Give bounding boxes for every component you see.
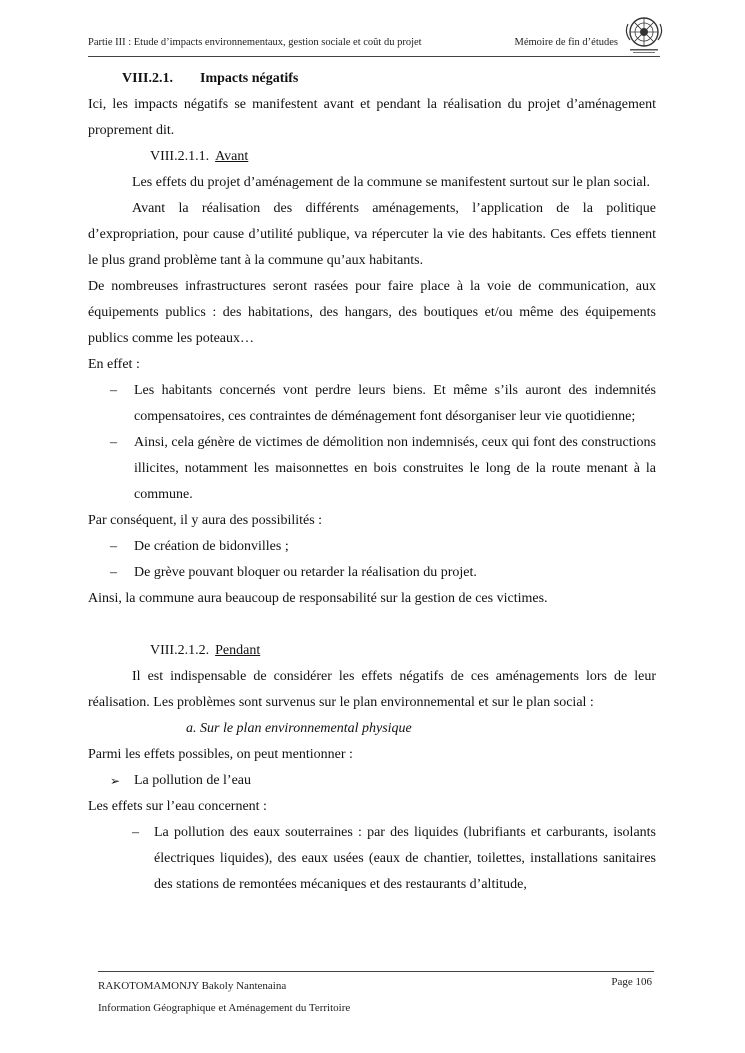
university-emblem-icon <box>622 14 666 56</box>
paragraph: Ainsi, la commune aura beaucoup de responsabilité sur la gestion de ces victimes. <box>88 591 548 606</box>
list-item: – La pollution des eaux souterraines : par des liquides (lubrifiants et carburants, isolants électriques liquides), des eaux usées (eaux de chantier, toilettes, installations sanitaires des stations de remontées mécaniques et des restaurants d’altitude, <box>132 825 656 892</box>
subsection-heading-pendant: VIII.2.1.2. Pendant <box>150 643 261 658</box>
page-number: Page 106 <box>611 976 652 988</box>
bullet-item: ➢ La pollution de l’eau <box>88 768 656 794</box>
paragraph: En effet : <box>88 357 140 372</box>
intro-paragraph: Ici, les impacts négatifs se manifestent avant et pendant la réalisation du projet d’aménagement proprement dit. <box>88 97 656 138</box>
sub-heading-environmental: a. Sur le plan environnemental physique <box>186 721 412 736</box>
header-memoire-title: Mémoire de fin d’études <box>514 37 618 48</box>
list-item: – Les habitants concernés vont perdre leurs biens. Et même s’ils auront des indemnités compensatoires, ces contraintes de déménagement font désorganiser leur vie quotidienne; <box>110 383 656 424</box>
list-item: – De création de bidonvilles ; <box>110 539 289 554</box>
subsection-heading-avant: VIII.2.1.1. Avant <box>150 149 249 164</box>
paragraph: Il est indispensable de considérer les effets négatifs de ces aménagements lors de leur réalisation. Les problèmes sont survenus sur le plan environnemental et sur le plan social : <box>88 669 656 710</box>
footer-program: Information Géographique et Aménagement du Territoire <box>98 1002 351 1014</box>
list-item: – De grève pouvant bloquer ou retarder la réalisation du projet. <box>110 565 477 580</box>
paragraph: Les effets sur l’eau concernent : <box>88 799 267 814</box>
paragraph: Par conséquent, il y aura des possibilités : <box>88 513 323 528</box>
arrow-bullet-icon: ➢ <box>110 774 121 788</box>
header-divider <box>88 56 660 57</box>
section-heading: VIII.2.1. Impacts négatifs <box>122 71 299 86</box>
page-content <box>88 66 656 898</box>
paragraph: Avant la réalisation des différents aménagements, l’application de la politique d’expropriation, pour cause d’utilité publique, va répercuter la vie des habitants. Ces effets tiennent le plus grand problème tant à la commune qu’aux habitants. <box>88 201 656 268</box>
paragraph: Les effets du projet d’aménagement de la commune se manifestent surtout sur le plan social. <box>132 175 650 190</box>
list-item: – Ainsi, cela génère de victimes de démolition non indemnisés, ceux qui font des constructions illicites, notamment les maisonnettes en bois construites le long de la route menant à la commune. <box>110 435 656 502</box>
paragraph: Parmi les effets possibles, on peut mentionner : <box>88 747 353 762</box>
footer-divider <box>98 971 654 972</box>
footer-author: RAKOTOMAMONJY Bakoly Nantenaina <box>98 980 287 992</box>
paragraph: De nombreuses infrastructures seront rasées pour faire place à la voie de communication, aux équipements publics : des habitations, des hangars, des boutiques et/ou même des équipements publics comme les poteaux… <box>88 279 656 346</box>
header-part-title: Partie III : Etude d’impacts environnementaux, gestion sociale et coût du projet <box>88 37 422 48</box>
